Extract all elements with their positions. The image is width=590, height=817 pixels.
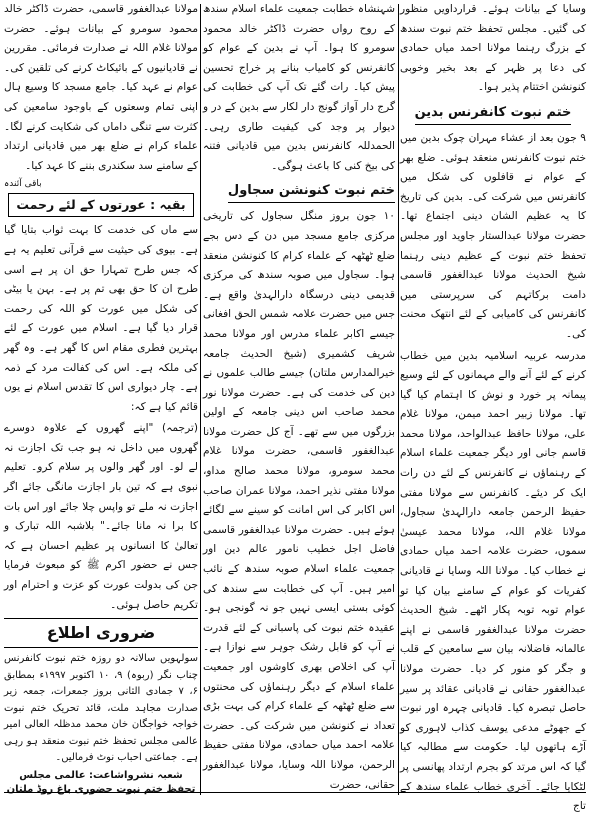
- section-heading: ختم نبوت کانفرنس بدین: [415, 102, 572, 125]
- column-divider: [398, 4, 399, 795]
- notice-text: سولہویں سالانہ دو روزہ ختم نبوت کانفرنس چناب نگر (ربوہ) ۹، ۱۰ اکتوبر ۱۹۹۷ء بمطابق ۶، ۷ جمادی الثانی بروز جمعرات، جمعہ زیر صدارت مجاہد ملت، قائد تحریک ختم نبوت خواجہ خواجگان خان محمد مدظلہ العالی امیر عالمی مجلس تحفظ ختم نبوت منعقد ہو رہی ہے۔ جماعتی احباب نوٹ فرمالیں۔: [4, 653, 198, 764]
- right-column: [400, 0, 586, 813]
- article-paragraph: (ترجمہ) "اپنے گھروں کے علاوہ دوسرے گھروں میں داخل نہ ہو جب تک اجازت نہ لے لو۔ اور گھر والوں پر سلام کرو۔ تعلیم نبوی ہے کہ تین بار اجازت مانگی جائے اگر اجازت نہ ملے تو واپس چلا جائے اور اس بات کا برا نہ مانا جائے۔" بلاشبہ اللہ تبارک و تعالیٰ کا انسانوں پر عظیم احسان ہے کہ جس نے حضور اکرم ﷺ کو مبعوث فرمایا جن کی بدولت عورت کو عزت و احترام اور تکریم حاصل ہوئی۔: [4, 422, 198, 611]
- continued-note: باقی آئندہ: [4, 179, 42, 190]
- section-heading: ختم نبوت کنونشن سجاول: [228, 180, 395, 203]
- notice-organization: شعبہ نشرواشاعت: عالمی مجلس تحفظ ختم نبوت حضوری باغ روڈ ملتان: [6, 769, 196, 795]
- middle-column: [203, 0, 395, 799]
- heading-wrapper: [400, 100, 586, 129]
- article-paragraph: ۱۰ جون بروز منگل سجاول کی تاریخی مرکزی جامع مسجد میں دن کے دس بجے ضلع ٹھٹھہ کے علماء کرام کا کنونشن منعقد ہوا۔ سجاول میں صوبہ سندھ کی مرکزی قدیمی دینی درسگاہ دارالہدیٰ واقع ہے۔ جس میں حضرت علامہ شمس الحق افغانی جیسے اکابر علماء مدرس اور مولانا محمد شریف کشمیری (شیخ الحدیث جامعہ خیرالمدارس ملتان) جیسے طالب علموں نے دین کی خدمت کی ہے۔ حضرت مولانا نور محمد صاحب اس دینی جامعہ کے اولین بزرگوں میں سے تھے۔ آج کل حضرت مولانا عبدالغفور قاسمی، حضرت مولانا غلام محمد سومرو، مولانا محمد صالح مداو، مولانا مفتی نذیر احمد، مولانا عمران صاحب اس اکابر کی اس امانت کو سینے سے لگائے ہوئے ہیں۔ حضرت مولانا عبدالغفور قاسمی فاضل اجل خطیب نامور عالم دین اور جمعیت علماء اسلام صوبہ سندھ کے نائب امیر ہیں۔ آپ کی خطابت سے سندھ کی کوئی بستی ایسی نہیں جو نہ گونجی ہو۔ عقیدہ ختم نبوت کی پاسبانی کے لئے قدرت نے آپ کو قابل رشک جوہر سے نوازا ہے۔ آپ کی اخلاص بھری کاوشوں اور جمعیت علماء اسلام کے دیگر رہنماؤں کی محنتوں سے ضلع ٹھٹھہ کے علماء کرام کی بہت بڑی تعداد نے کنونشن میں شرکت کی۔ حضرت علامہ احمد میاں حمادی، مولانا مفتی حفیظ الرحمن، مولانا اللہ وسایا، مولانا عبدالغفور حقانی، حضرت: [203, 210, 395, 791]
- column-divider: [200, 4, 201, 795]
- article-paragraph: مدرسہ عربیہ اسلامیہ بدین میں خطاب کرنے کے لئے آنے والے مہمانوں کے لئے وسیع پیمانہ پر خورد و نوش کا اہتمام کیا گیا تھا۔ مولانا زبیر احمد میمن، مولانا غلام علی، مولانا حافظ عبدالواحد، مولانا محمد قاسم جانی اور دیگر جمعیت علماء اسلام کے رہنماؤں نے کانفرنس کے لئے دن رات ایک کر دیئے۔ کانفرنس سے مولانا مفتی حفیظ الرحمن جامعہ دارالہدیٰ سجاول، مولانا غلام اللہ، مولانا محمد عیسیٰ سموں، حضرت علامہ احمد میاں حمادی نے خطاب کیا۔ مولانا اللہ وسایا نے قادیانی کفریات کو عوام کے سامنے بیان کیا تو عوام توبہ توبہ پکار اٹھے۔ شیخ الحدیث حضرت مولانا عبدالغفور قاسمی نے اپنے عالمانہ فاضلانہ بیان سے سامعین کے قلب و جگر کو منور کر دیا۔ حضرت مولانا عبدالغفور حقانی نے قادیانی عقائد پر سیر حاصل تبصرہ کیا۔ قادیانی چہرہ اور نبوت کے جھوٹے مدعی یوسف کذاب لاہوری کو آڑے ہاتھوں لیا۔ حکومت سے مطالبہ کیا گیا کہ اس مرتد کو بجرم ارتداد پھانسی پر لٹکایا جائے۔ آخری خطاب علماء سندھ کے تاج: [400, 349, 586, 813]
- article-paragraph: مولانا عبدالغفور قاسمی، حضرت ڈاکٹر خالد محمود سومرو کے بیانات ہوئے۔ حضرت مولانا غلام اللہ نے صدارت فرمائی۔ مقررین نے قادیانیوں کے بائیکاٹ کرنے کی تلقین کی۔ عوام نے عہد کیا۔ جامع مسجد کا وسیع ہال اپنی تمام وسعتوں کے باوجود سامعین کی کثرت سے تنگی داماں کی شکایت کرنے لگا۔ علماء کرام نے ضلع بھر میں قادیانی ارتداد کے سامنے سد سکندری بننے کا عہد کیا۔: [4, 3, 198, 172]
- article-paragraph: وسایا کے بیانات ہوئے۔ قرارداویں منظور کی گئیں۔ مجلس تحفظ ختم نبوت سندھ کے بزرگ رہنما مولانا احمد میاں حمادی کی دعا پر ظہر کے بعد بخیر وخوبی کنونشن اختتام پذیر ہوا۔: [400, 3, 586, 94]
- article-paragraph: سے ماں کی خدمت کا بہت ثواب بتایا گیا ہے۔ بیوی کی حیثیت سے قرآنی تعلیم یہ ہے کہ جس طرح تمہارا حق ان پر ہے اسی طرح ان کا حق بھی تم پر ہے۔ بہن یا بیٹی کی شکل میں عورت کو اللہ کی رحمت قرار دیا گیا ہے۔ اسلام میں عورت کے لئے بہترین فطری مقام اس کا گھر ہے۔ وہ گھر کی ملکہ ہے۔ اس کی کفالت مرد کے ذمہ ہے۔ چار دیواری اس کا تقدس اسلام نے یوں قائم کیا ہے کہ:: [4, 224, 198, 413]
- notice-title: ضروری اطلاع: [4, 618, 198, 648]
- continuation-heading-box: بقیہ : عورتوں کے لئے رحمت: [8, 193, 194, 217]
- heading-wrapper: [203, 178, 395, 207]
- article-paragraph: شہنشاہ خطابت جمعیت علماء اسلام سندھ کے روح رواں حضرت ڈاکٹر خالد محمود سومرو کا ہوا۔ آپ نے بدین کے عوام کو کانفرنس کو کامیاب بنانے پر خراج تحسین پیش کیا۔ رات گئے تک آپ کی خطابت کی گرج دار آواز گونج دار لکار سے بدین کے در و دیوار پر وجد کی کیفیت طاری رہی۔ الحمدللہ کانفرنس بدین میں قادیانی فتنہ کی بیخ کنی کا باعث ہوگی۔: [203, 3, 395, 172]
- article-paragraph: ۹ جون بعد از عشاء مہران چوک بدین میں ختم نبوت کانفرنس منعقد ہوئی۔ ضلع بھر کے عوام نے قافلوں کی شکل میں کانفرنس میں شرکت کی۔ بدین کی تاریخ کا یہ عظیم الشان دینی اجتماع تھا۔ حضرت مولانا عبدالستار جاوید اور مجلس تحفظ ختم نبوت کے عظیم دینی رہنما شیخ الحدیث مولانا عبدالغفور قاسمی دامت برکاتہم کی سرپرستی میں کانفرنس کی کامیابی کے لئے انتھک محنت کی۔: [400, 131, 586, 340]
- bottom-rule: [4, 792, 586, 793]
- left-column: [4, 0, 198, 799]
